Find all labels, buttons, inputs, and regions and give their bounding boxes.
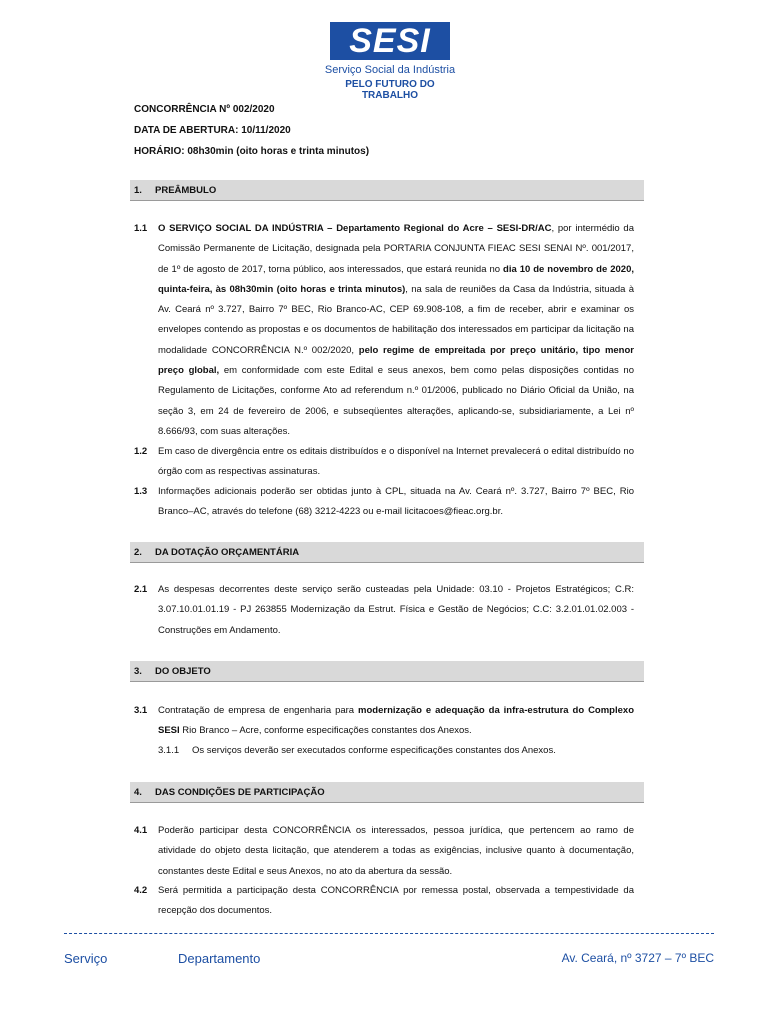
clause-span: , na sala de reuniões da Casa da Indústria, situada à Av. Ceará nº 3.727, Bairro 7º BEC, Rio Branco-AC, CEP 69.908-108, a fim de receber, abrir e examinar os envelopes contendo as propostas e os documentos de habilitação dos interessados em participar da licitação na modalidade CONCORRÊNCIA N.º 002/2020, — [158, 283, 634, 356]
clause-text — [158, 701, 634, 742]
clause-text: Será permitida a participação desta CONCORRÊNCIA por remessa postal, observada a tempestividade da recepção dos documentos. — [158, 885, 634, 917]
footer-org: Serviço — [64, 951, 108, 966]
clause-text: Em caso de divergência entre os editais distribuídos e o disponível na Internet prevalecerá o edital distribuído no órgão com as respectivas assinaturas. — [158, 446, 634, 478]
clause-text: Poderão participar desta CONCORRÊNCIA os interessados, pessoa jurídica, que pertencem ao ramo de atividade do objeto desta licitação, que atenderem a todas as exigências, inclusive quanto à documentação, constantes deste Edital e seus Anexos, no ato da abertura da sessão. — [158, 825, 634, 877]
footer-divider — [64, 933, 714, 934]
clause-text: As despesas decorrentes deste serviço serão custeadas pela Unidade: 03.10 - Projetos Estratégicos; C.R: 3.07.10.01.01.19 - PJ 263855 Modernização da Estrut. Física e Gestão de Negócios; C.C: 3.2.01.01.02.003 - Construções em Andamento. — [158, 584, 634, 636]
footer-address: Av. Ceará, nº 3727 – 7º BEC — [561, 951, 714, 965]
clause-bold: modernização e adequação da infra-estrutura do Complexo SESI — [158, 705, 634, 737]
clause-4-1 — [134, 821, 634, 882]
clause-1-3 — [134, 482, 634, 523]
clause-span: , por intermédio da Comissão Permanente de Licitação, designada pela PORTARIA CONJUNTA FIEAC SESI SENAI Nº. 001/2017, de 1º de agosto de 2017, torna público, aos interessados, que estará reunida no — [158, 223, 634, 275]
section-title: DO OBJETO — [155, 666, 211, 677]
logo-tagline: PELO FUTURO DO TRABALHO — [345, 79, 435, 101]
clause-text — [158, 482, 634, 523]
clause-bold: dia 10 de novembro de 2020, quinta-feira, às 08h30min (oito horas e trinta minutos) — [158, 263, 635, 295]
clause-span: em conformidade com este Edital e seus anexos, bem como pelas disposições contidas no Regulamento de Licitações, conforme Ato ad referendum n.º 01/2006, publicado no Diário Oficial da União, na seção 3, em 24 de fevereiro de 2006, e subseqüentes alterações, aplicando-se, subsidiariamente, a Lei nº 8.666/93, com suas alterações. — [158, 365, 635, 437]
clause-bold: O SERVIÇO SOCIAL DA INDÚSTRIA – Departamento Regional do Acre – SESI-DR/AC — [158, 223, 552, 234]
clause-number: 4.1 — [134, 825, 148, 836]
clause-number: 4.2 — [134, 885, 148, 896]
tender-number: CONCORRÊNCIA Nº 002/2020 — [134, 104, 275, 115]
section-number: 4. — [134, 787, 142, 798]
section-3-heading — [130, 661, 644, 682]
opening-time: HORÁRIO: 08h30min (oito horas e trinta minutos) — [134, 146, 370, 157]
clause-1-2 — [134, 442, 634, 483]
sesi-logo — [320, 22, 460, 101]
logo-mark: SESI — [330, 22, 450, 60]
clause-number: 1.2 — [134, 446, 148, 457]
clause-text: Os serviços deverão ser executados conforme especificações constantes dos Anexos. — [192, 745, 556, 756]
section-title: DAS CONDIÇÕES DE PARTICIPAÇÃO — [155, 787, 325, 798]
clause-3-1 — [134, 701, 634, 742]
clause-2-1 — [134, 580, 634, 641]
clause-number: 3.1 — [134, 705, 148, 716]
clause-3-1-1 — [158, 741, 634, 761]
section-1-heading — [130, 180, 644, 201]
clause-span: Informações adicionais poderão ser obtidas junto à CPL, situada na Av. Ceará nº. 3.727, Bairro 7º BEC, Rio Branco–AC, através do telefone (68) 3212-4223 ou e-mail licitacoes@fieac.org.br. — [158, 486, 634, 518]
clause-text — [158, 219, 634, 442]
clause-span: Contratação de empresa de engenharia para — [158, 705, 359, 716]
logo-subtitle: Serviço Social da Indústria — [324, 64, 456, 76]
section-title: DA DOTAÇÃO ORÇAMENTÁRIA — [155, 547, 300, 558]
clause-span: Rio Branco – Acre, conforme especificações constantes dos Anexos. — [179, 725, 472, 737]
section-number: 3. — [134, 666, 142, 677]
opening-date: DATA DE ABERTURA: 10/11/2020 — [134, 125, 291, 136]
section-2-heading — [130, 542, 644, 563]
clause-number: 1.3 — [134, 486, 148, 497]
section-number: 1. — [134, 185, 142, 196]
section-title: PREÂMBULO — [155, 185, 217, 196]
clause-4-2 — [134, 881, 634, 922]
clause-number: 2.1 — [134, 584, 148, 595]
footer-department: Departamento — [178, 951, 261, 966]
section-number: 2. — [134, 547, 142, 558]
clause-number: 1.1 — [134, 223, 148, 234]
section-4-heading — [130, 782, 644, 803]
clause-1-1 — [134, 219, 634, 442]
clause-bold: pelo regime de empreitada por preço unitário, tipo menor preço global, — [158, 344, 634, 377]
clause-number: 3.1.1 — [158, 745, 180, 756]
